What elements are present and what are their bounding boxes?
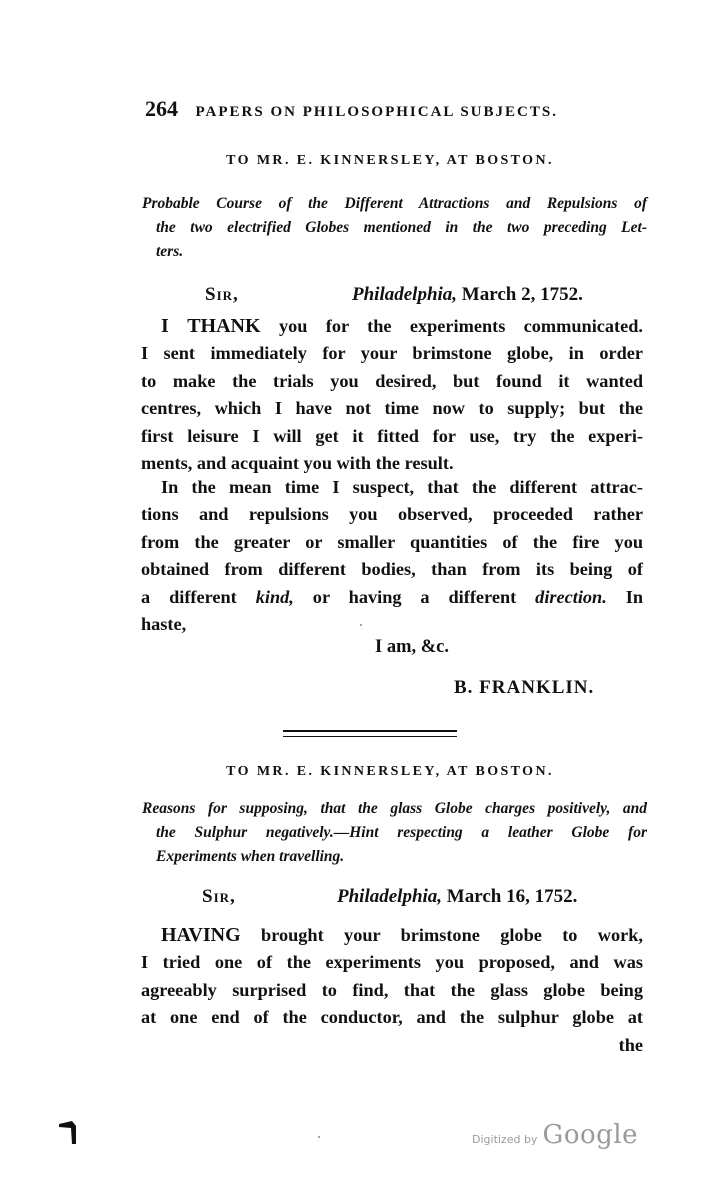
letter2-heading: TO MR. E. KINNERSLEY, AT BOSTON. bbox=[226, 764, 554, 779]
letter1-place: Philadelphia, bbox=[352, 284, 458, 305]
body-line: to make the trials you desired, but found it wanted bbox=[141, 370, 643, 391]
letter1-signature: B. FRANKLIN. bbox=[454, 677, 595, 698]
body-line: ments, and acquaint you with the result. bbox=[141, 452, 454, 473]
letter1-summary-line: the two electrified Globes mentioned in the two preceding Let- bbox=[156, 219, 647, 236]
catchword: the bbox=[618, 1034, 643, 1055]
body-line: obtained from different bodies, than from its being of bbox=[141, 559, 643, 580]
line-text: In bbox=[625, 586, 644, 607]
emphasis-direction: direction. bbox=[535, 586, 607, 607]
body-line: at one end of the conductor, and the sulphur globe at bbox=[141, 1007, 643, 1028]
letter2-summary-line: Experiments when travelling. bbox=[156, 848, 345, 865]
body-line: tions and repulsions you observed, proceeded rather bbox=[141, 504, 643, 525]
letter2-sir: Sir, bbox=[202, 886, 236, 907]
body-line bbox=[141, 922, 643, 949]
lead-words: HAVING bbox=[161, 924, 241, 946]
scan-mark-icon bbox=[58, 1118, 82, 1146]
letter2-date: March 16, 1752. bbox=[446, 886, 578, 907]
letter1-heading: TO MR. E. KINNERSLEY, AT BOSTON. bbox=[226, 153, 554, 168]
paper-speck bbox=[360, 624, 362, 626]
letter1-dateline bbox=[352, 284, 583, 306]
body-line: agreeably surprised to find, that the glass globe being bbox=[141, 979, 643, 1000]
line-text: you for the experiments communicated. bbox=[278, 316, 643, 336]
body-line: centres, which I have not time now to supply; but the bbox=[141, 398, 643, 419]
body-line: from the greater or smaller quantities of the fire you bbox=[141, 531, 643, 552]
emphasis-kind: kind, bbox=[255, 586, 294, 607]
letter1-summary-line: Probable Course of the Different Attractions and Repulsions of bbox=[142, 195, 647, 212]
running-head bbox=[145, 96, 645, 122]
body-line bbox=[141, 584, 643, 611]
letter2-place: Philadelphia, bbox=[337, 886, 443, 907]
letter2-salutation bbox=[202, 886, 236, 908]
letter1-paragraph2 bbox=[141, 474, 643, 638]
letter2-summary-line: the Sulphur negatively.—Hint respecting a leather Globe for bbox=[156, 824, 647, 841]
line-text: or having a different bbox=[312, 586, 517, 607]
paper-speck bbox=[318, 1136, 320, 1138]
letter1-sir: Sir, bbox=[205, 284, 239, 305]
letter1-closing: I am, &c. bbox=[375, 637, 449, 657]
letter1-paragraph1 bbox=[141, 313, 643, 477]
separator-rule-bottom bbox=[283, 736, 457, 737]
letter1-summary bbox=[142, 192, 647, 264]
page-number: 264 bbox=[145, 96, 178, 121]
letter1-date: March 2, 1752. bbox=[461, 284, 583, 305]
running-head-title: PAPERS ON PHILOSOPHICAL SUBJECTS. bbox=[195, 104, 558, 120]
body-line: first leisure I will get it fitted for use, try the experi- bbox=[141, 425, 643, 446]
watermark-brand: Google bbox=[542, 1120, 638, 1150]
body-line bbox=[141, 313, 643, 340]
digitized-watermark bbox=[472, 1120, 638, 1150]
letter2-paragraph1 bbox=[141, 922, 643, 1059]
body-line: haste, bbox=[141, 613, 187, 634]
lead-words: I THANK bbox=[161, 315, 261, 337]
body-line: In the mean time I suspect, that the different attrac- bbox=[161, 477, 643, 497]
watermark-prefix: Digitized by bbox=[472, 1133, 538, 1146]
line-text: a different bbox=[141, 586, 237, 607]
body-line: I tried one of the experiments you proposed, and was bbox=[141, 952, 643, 973]
letter2-summary bbox=[142, 797, 647, 869]
body-line: I sent immediately for your brimstone globe, in order bbox=[141, 343, 643, 364]
letter1-salutation bbox=[205, 284, 239, 306]
letter2-dateline bbox=[337, 886, 577, 908]
line-text: brought your brimstone globe to work, bbox=[261, 925, 644, 945]
letter1-summary-line: ters. bbox=[156, 243, 184, 260]
separator-rule-top bbox=[283, 730, 457, 732]
letter2-summary-line: Reasons for supposing, that the glass Globe charges positively, and bbox=[142, 800, 647, 817]
